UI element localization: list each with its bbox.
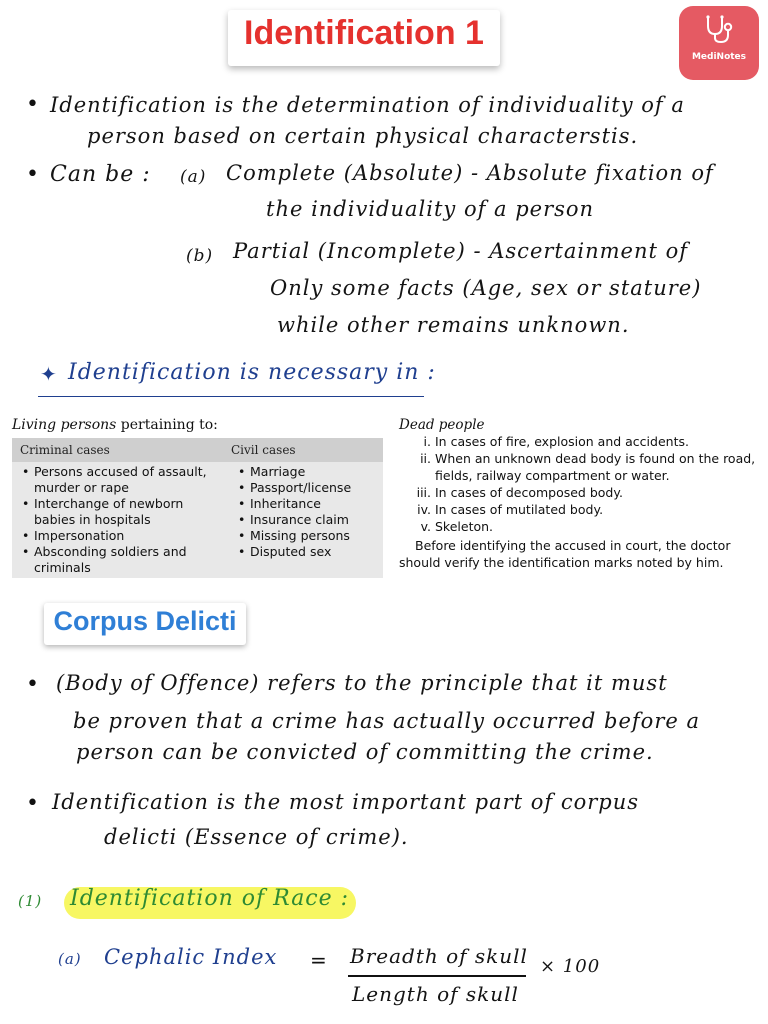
bullet: • <box>26 672 39 697</box>
logo-label: MediNotes <box>691 52 747 62</box>
dead-people-note: Before identifying the accused in court, the doctor should verify the identification marks noted by him. <box>399 538 731 570</box>
dead-people-item <box>399 501 759 518</box>
criminal-case-item: • Interchange of newborn babies in hospitals <box>20 496 210 528</box>
race-heading: Identification of Race : <box>70 886 350 911</box>
corpus-line-5: delicti (Essence of crime). <box>104 825 409 849</box>
dead-people-item <box>399 518 759 535</box>
civil-case-item: • Missing persons <box>236 528 376 544</box>
item-text: In cases of mutilated body. <box>435 502 604 517</box>
item-text: In cases of decomposed body. <box>435 485 623 500</box>
item-number: ii. <box>420 451 431 466</box>
item-number: v. <box>420 519 431 534</box>
star-bullet: ✦ <box>40 362 57 386</box>
corpus-line-2: be proven that a crime has actually occurred before a <box>73 709 700 733</box>
partial-line-1: Partial (Incomplete) - Ascertainment of <box>233 239 689 263</box>
necessary-heading: Identification is necessary in : <box>68 360 436 385</box>
bullet: • <box>26 791 39 816</box>
equals-sign: = <box>310 948 327 972</box>
dead-people-item <box>399 484 759 501</box>
corpus-line-1: (Body of Offence) refers to the principle that it must <box>56 671 668 695</box>
criminal-case-item: • Impersonation <box>20 528 210 544</box>
dead-people-list <box>399 433 759 535</box>
partial-line-2: Only some facts (Age, sex or stature) <box>270 276 702 300</box>
definition-line-2: person based on certain physical characterstis. <box>87 124 639 148</box>
multiplier: × 100 <box>540 956 601 977</box>
stethoscope-icon <box>700 14 738 44</box>
partial-line-3: while other remains unknown. <box>277 313 630 337</box>
fraction-bar <box>348 975 526 977</box>
civil-case-item: • Disputed sex <box>236 544 376 560</box>
cephalic-label: Cephalic Index <box>104 945 278 969</box>
criminal-cases-header: Criminal cases <box>20 443 110 457</box>
corpus-heading: Corpus Delicti <box>53 606 237 636</box>
cephalic-marker: (a) <box>58 950 82 968</box>
item-number: iv. <box>417 502 431 517</box>
heading-underline <box>38 396 424 397</box>
item-text: Skeleton. <box>435 519 494 534</box>
bullet: • <box>26 162 39 187</box>
civil-case-item: • Marriage <box>236 464 376 480</box>
partial-marker: (b) <box>186 246 214 266</box>
civil-cases-list <box>236 464 376 560</box>
bullet: • <box>26 92 39 117</box>
complete-line-2: the individuality of a person <box>266 197 595 221</box>
criminal-case-item: • Absconding soldiers and criminals <box>20 544 210 576</box>
race-marker: (1) <box>18 892 43 910</box>
page-title: Identification 1 <box>244 14 484 52</box>
criminal-cases-list <box>20 464 210 576</box>
civil-case-item: • Insurance claim <box>236 512 376 528</box>
dead-people-title: Dead people <box>399 417 485 433</box>
item-number: i. <box>423 434 431 449</box>
living-persons-label: Living persons pertaining to: <box>12 417 218 433</box>
item-number: iii. <box>416 485 431 500</box>
civil-case-item: • Passport/license <box>236 480 376 496</box>
can-be-label: Can be : <box>50 162 151 187</box>
corpus-line-3: person can be convicted of committing the crime. <box>76 740 654 764</box>
definition-line-1: Identification is the determination of individuality of a <box>50 93 685 117</box>
denominator: Length of skull <box>352 982 519 1006</box>
numerator: Breadth of skull <box>350 944 528 968</box>
civil-cases-header: Civil cases <box>231 443 296 457</box>
complete-marker: (a) <box>180 167 207 187</box>
corpus-line-4: Identification is the most important part of corpus <box>52 790 640 814</box>
complete-line-1: Complete (Absolute) - Absolute fixation of <box>226 161 714 185</box>
item-text: When an unknown dead body is found on the road, fields, railway compartment or water. <box>435 451 756 483</box>
dead-people-item <box>399 433 759 450</box>
criminal-case-item: • Persons accused of assault, murder or rape <box>20 464 210 496</box>
dead-people-item <box>399 450 759 484</box>
civil-case-item: • Inheritance <box>236 496 376 512</box>
item-text: In cases of fire, explosion and accidents. <box>435 434 689 449</box>
